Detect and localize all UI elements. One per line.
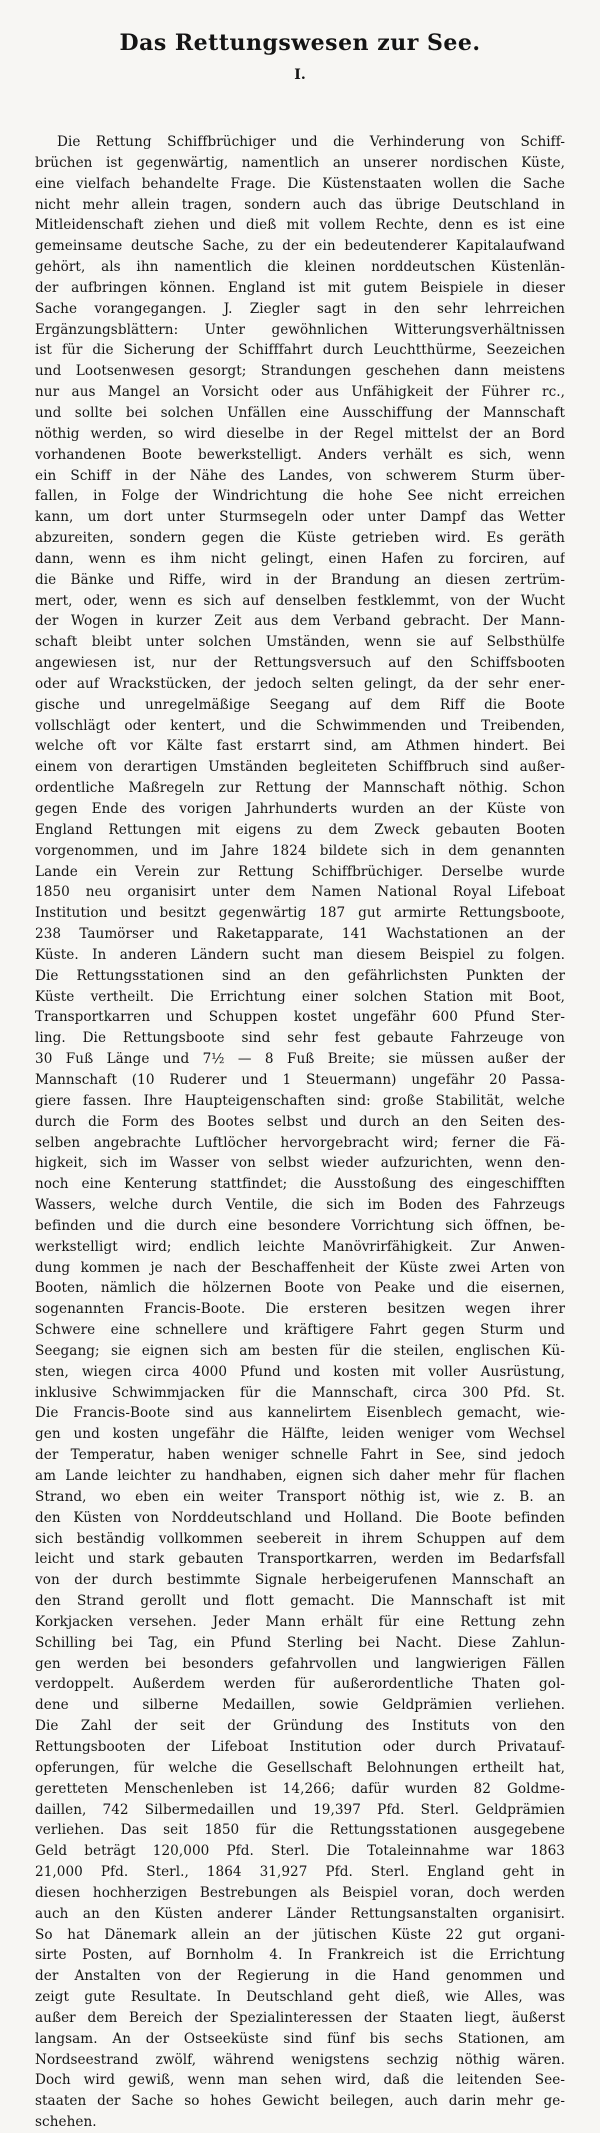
article-line: vorhandenen Boote bewerkstelligt. Anders verhält es sich, wenn [35, 446, 565, 463]
article-line: higkeit, sich im Wasser von selbst wieder aufzurichten, wenn den- [35, 1155, 565, 1172]
article-line: Rettungsbooten der Lifeboat Institution oder durch Privatauf- [35, 1738, 565, 1755]
article-line: gemeinsame deutsche Sache, zu der ein bedeutenderer Kapitalaufwand [35, 238, 565, 255]
article-line: verliehen. Das seit 1850 für die Rettungsstationen ausgegebene [35, 1822, 565, 1839]
article-line: staaten der Sache so hohes Gewicht beilegen, auch darin mehr ge- [35, 2093, 565, 2110]
article-line: ordentliche Maßregeln zur Rettung der Mannschaft nöthig. Schon [35, 780, 565, 797]
article-line: kann, um dort unter Sturmsegeln oder unter Dampf das Wetter [35, 509, 565, 526]
article-line: ling. Die Rettungsboote sind sehr fest gebaute Fahrzeuge von [35, 1030, 565, 1047]
article-line: sich beständig vollkommen seebereit in ihrem Schuppen auf dem [35, 1530, 565, 1547]
article-line: und Lootsenwesen gesorgt; Strandungen geschehen dann meistens [35, 363, 565, 380]
article-line: diesen hochherzigen Bestrebungen als Beispiel voran, doch werden [35, 1884, 565, 1901]
article-line: nöthig werden, so wird dieselbe in der Regel mittelst der an Bord [35, 425, 565, 442]
article-line: daillen, 742 Silbermedaillen und 19,397 Pfd. Sterl. Geldprämien [35, 1801, 565, 1818]
article-line: sogenannten Francis-Boote. Die ersteren besitzen wegen ihrer [35, 1301, 565, 1318]
article-line: geretteten Menschenleben ist 14,266; dafür wurden 82 Goldme- [35, 1780, 565, 1797]
article-line: gen und kosten ungefähr die Hälfte, leiden weniger vom Wechsel [35, 1426, 565, 1443]
article-line: gen werden bei besonders gefahrvollen und langwierigen Fällen [35, 1655, 565, 1672]
article-line: inklusive Schwimmjacken für die Mannschaft, circa 300 Pfd. St. [35, 1384, 565, 1401]
article-line: 30 Fuß Länge und 7½ — 8 Fuß Breite; sie müssen außer der [35, 1051, 565, 1068]
article-line: brüchen ist gegenwärtig, namentlich an unserer nordischen Küste, [35, 154, 565, 171]
article-line: Sache vorangegangen. J. Ziegler sagt in den sehr lehrreichen [35, 300, 565, 317]
article-line: eine vielfach behandelte Frage. Die Küstenstaaten wollen die Sache [35, 175, 565, 192]
article-line: fallen, in Folge der Windrichtung die hohe See nicht erreichen [35, 488, 565, 505]
article-line: Wassers, welche durch Ventile, die sich im Boden des Fahrzeugs [35, 1197, 565, 1214]
article-line: schaft bleibt unter solchen Umständen, wenn sie auf Selbsthülfe [35, 634, 565, 651]
article-line: Doch wird gewiß, wenn man sehen wird, daß die leitenden See- [35, 2072, 565, 2089]
article-title: Das Rettungswesen zur See. [119, 30, 481, 56]
article-line: Booten, nämlich die hölzernen Boote von Peake und die eisernen, [35, 1280, 565, 1297]
article-line: befinden und die durch eine besondere Vorrichtung sich öffnen, be- [35, 1217, 565, 1234]
article-line: den Strand gerollt und flott gemacht. Die Mannschaft ist mit [35, 1593, 565, 1610]
article-line: dung kommen je nach der Beschaffenheit der Küste zwei Arten von [35, 1259, 565, 1276]
article-line: langsam. An der Ostseeküste sind fünf bis sechs Stationen, am [35, 2030, 565, 2047]
article-line: Küste. In anderen Ländern sucht man diesem Beispiel zu folgen. [35, 946, 565, 963]
article-line: sirte Posten, auf Bornholm 4. In Frankreich ist die Errichtung [35, 1947, 565, 1964]
article-line: So hat Dänemark allein an der jütischen Küste 22 gut organi- [35, 1926, 565, 1943]
article-line: Korkjacken versehen. Jeder Mann erhält für eine Rettung zehn [35, 1613, 565, 1630]
article-line: England Rettungen mit eigens zu dem Zweck gebauten Booten [35, 821, 565, 838]
article-line: vollschlägt oder kentert, und die Schwimmenden und Treibenden, [35, 717, 565, 734]
article-line: abzureiten, sondern gegen die Küste getrieben wird. Es geräth [35, 530, 565, 547]
article-line: Die Rettung Schiffbrüchiger und die Verhinderung von Schiff- [57, 134, 565, 150]
article-line: dann, wenn es ihm nicht gelingt, einen Hafen zu forciren, auf [35, 550, 565, 567]
article-line: 1850 neu organisirt unter dem Namen National Royal Lifeboat [35, 884, 565, 901]
article-line: auch an den Küsten anderer Länder Rettungsanstalten organisirt. [35, 1905, 565, 1922]
article-line: Nordseestrand zwölf, während wenigstens sechzig nöthig wären. [35, 2051, 565, 2068]
article-line: angewiesen ist, nur der Rettungsversuch auf den Schiffsbooten [35, 655, 565, 672]
article-line: nur aus Mangel an Vorsicht oder aus Unfähigkeit der Führer rc., [35, 384, 565, 401]
article-line: gehört, als ihn namentlich die kleinen norddeutschen Küstenlän- [35, 259, 565, 276]
article-line: einem von derartigen Umständen begleiteten Schiffbruch sind außer- [35, 759, 565, 776]
article-line: Schwere eine schnellere und kräftigere Fahrt gegen Sturm und [35, 1322, 565, 1339]
article-line: dene und silberne Medaillen, sowie Geldprämien verliehen. [35, 1697, 565, 1714]
article-line: oder auf Wrackstücken, der jedoch selten gelingt, da der sehr ener- [35, 675, 565, 692]
article-line: Mitleidenschaft ziehen und dieß mit vollem Rechte, denn es ist eine [35, 217, 565, 234]
article-line: sten, wiegen circa 4000 Pfund und kosten mit voller Ausrüstung, [35, 1363, 565, 1380]
article-line: verdoppelt. Außerdem werden für außerordentliche Thaten gol- [35, 1676, 565, 1693]
article-line: vorgenommen, und im Jahre 1824 bildete sich in dem genannten [35, 842, 565, 859]
article-line: Strand, wo eben ein weiter Transport nöthig ist, wie z. B. an [35, 1488, 565, 1505]
article-line: werkstelligt wird; endlich leichte Manövrirfähigkeit. Zur Anwen- [35, 1238, 565, 1255]
article-line: Ergänzungsblättern: Unter gewöhnlichen Witterungsverhältnissen [35, 321, 565, 338]
article-line: selben angebrachte Luftlöcher hervorgebracht wird; ferner die Fä- [35, 1134, 565, 1151]
article-line: der Temperatur, haben weniger schnelle Fahrt in See, sind jedoch [35, 1447, 565, 1464]
article-line: der aufbringen können. England ist mit gutem Beispiele in dieser [35, 279, 565, 296]
article-line: gische und unregelmäßige Seegang auf dem Riff die Boote [35, 696, 565, 713]
article-line: Die Zahl der seit der Gründung des Instituts von den [35, 1718, 565, 1735]
article-line: noch eine Kenterung stattfindet; die Ausstoßung des eingeschifften [35, 1176, 565, 1193]
article-line: giere fassen. Ihre Haupteigenschaften sind: große Stabilität, welche [35, 1092, 565, 1109]
article-line: ein Schiff in der Nähe des Landes, von schwerem Sturm über- [35, 467, 565, 484]
article-line: der Wogen in kurzer Zeit aus dem Verband gebracht. Der Mann- [35, 613, 565, 630]
article-line: leicht und stark gebauten Transportkarren, werden im Bedarfsfall [35, 1551, 565, 1568]
article-line: ist für die Sicherung der Schifffahrt durch Leuchtthürme, Seezeichen [35, 342, 565, 359]
article-line: welche oft vor Kälte fast erstarrt sind, am Athmen hindert. Bei [35, 738, 565, 755]
article-line: Mannschaft (10 Ruderer und 1 Steuermann) ungefähr 20 Passa- [35, 1071, 565, 1088]
article-line: Institution und besitzt gegenwärtig 187 gut armirte Rettungsboote, [35, 905, 565, 922]
article-line: Seegang; sie eignen sich am besten für die steilen, englischen Kü- [35, 1342, 565, 1359]
article-line: 238 Taumörser und Raketapparate, 141 Wachstationen an der [35, 926, 565, 943]
article-line: zeigt gute Resultate. In Deutschland geht dieß, wie Alles, was [35, 1989, 565, 2006]
article-line: schehen. [35, 2114, 97, 2131]
article-line: Lande ein Verein zur Rettung Schiffbrüchiger. Derselbe wurde [35, 863, 565, 880]
article-line: Transportkarren und Schuppen kostet ungefähr 600 Pfund Ster- [35, 1009, 565, 1026]
article-line: von der durch bestimmte Signale herbeigerufenen Mannschaft an [35, 1572, 565, 1589]
article-line: der Anstalten von der Regierung in die Hand genommen und [35, 1968, 565, 1985]
article-line: Küste vertheilt. Die Errichtung einer solchen Station mit Boot, [35, 988, 565, 1005]
article-line: den Küsten von Norddeutschland und Holland. Die Boote befinden [35, 1509, 565, 1526]
article-line: Die Rettungsstationen sind an den gefährlichsten Punkten der [35, 967, 565, 984]
article-body [35, 132, 565, 2133]
article-line: Die Francis-Boote sind aus kannelirtem Eisenblech gemacht, wie- [35, 1405, 565, 1422]
article-line: gegen Ende des vorigen Jahrhunderts wurden an der Küste von [35, 801, 565, 817]
article-line: Schilling bei Tag, ein Pfund Sterling bei Nacht. Diese Zahlun- [35, 1634, 565, 1651]
article-line: nicht mehr allein tragen, sondern auch das übrige Deutschland in [35, 196, 565, 213]
article-line: die Bänke und Riffe, wird in der Brandung an diesen zertrüm- [35, 571, 565, 588]
article-line: opferungen, für welche die Gesellschaft Belohnungen ertheilt hat, [35, 1759, 565, 1776]
article-line: durch die Form des Bootes selbst und durch an den Seiten des- [35, 1113, 565, 1130]
section-number: I. [294, 67, 306, 83]
article-line: Geld beträgt 120,000 Pfd. Sterl. Die Totaleinnahme war 1863 [35, 1843, 565, 1860]
article-line: 21,000 Pfd. Sterl., 1864 31,927 Pfd. Sterl. England geht in [35, 1864, 565, 1881]
article-line: am Lande leichter zu handhaben, eignen sich daher mehr für flachen [35, 1468, 565, 1484]
article-line: außer dem Bereich der Spezialinteressen der Staaten liegt, äußerst [35, 2009, 565, 2026]
article-line: mert, oder, wenn es sich auf denselben festklemmt, von der Wucht [35, 592, 565, 609]
article-line: und sollte bei solchen Unfällen eine Ausschiffung der Mannschaft [35, 404, 565, 421]
